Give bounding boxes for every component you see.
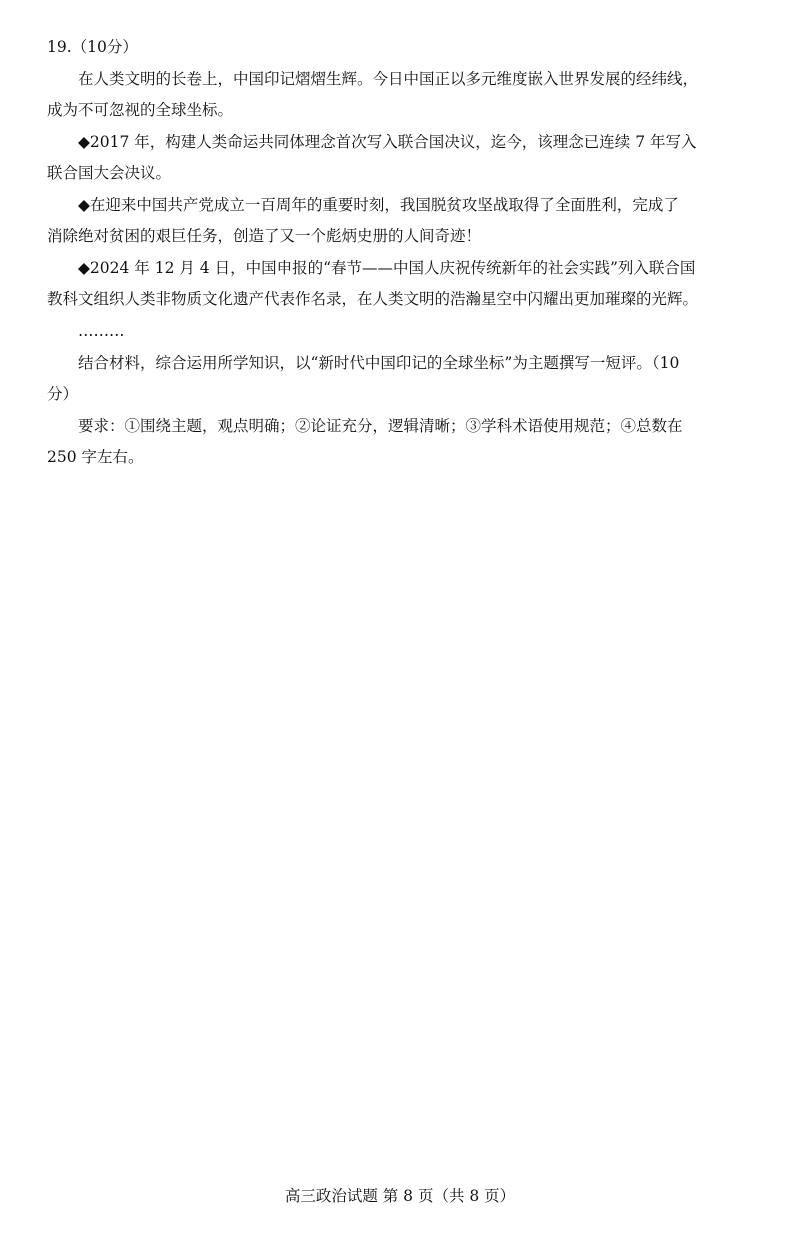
page-footer: 高三政治试题 第 8 页（共 8 页） xyxy=(284,1187,516,1205)
task-line: 结合材料，综合运用所学知识，以“新时代中国印记的全球坐标”为主题撰写一短评。（10 xyxy=(78,354,680,372)
bullet-paragraph xyxy=(47,195,762,246)
bullet-line: ◆2024 年 12 月 4 日，中国申报的“春节——中国人庆祝传统新年的社会实践”列入联合国 xyxy=(78,259,696,277)
requirements-paragraph xyxy=(47,416,762,467)
ellipsis: ……… xyxy=(78,322,125,340)
task-paragraph xyxy=(47,353,762,404)
ellipsis-paragraph xyxy=(47,321,762,341)
bullet-line: ◆2017 年，构建人类命运共同体理念首次写入联合国决议，迄今，该理念已连续 7 年写入 xyxy=(78,133,697,151)
requirements-line: 250 字左右。 xyxy=(47,448,144,466)
question-block xyxy=(47,37,762,479)
intro-paragraph xyxy=(47,69,762,120)
bullet-line: ◆在迎来中国共产党成立一百周年的重要时刻，我国脱贫攻坚战取得了全面胜利，完成了 xyxy=(78,196,679,214)
question-number: 19.（10分） xyxy=(47,38,138,56)
bullet-line: 联合国大会决议。 xyxy=(47,164,172,182)
requirements-line: 要求：①围绕主题，观点明确；②论证充分，逻辑清晰；③学科术语使用规范；④总数在 xyxy=(78,417,683,435)
intro-line: 成为不可忽视的全球坐标。 xyxy=(47,101,234,119)
intro-line: 在人类文明的长卷上，中国印记熠熠生辉。今日中国正以多元维度嵌入世界发展的经纬线， xyxy=(78,70,699,88)
bullet-paragraph xyxy=(47,258,762,309)
bullet-line: 消除绝对贫困的艰巨任务，创造了又一个彪炳史册的人间奇迹！ xyxy=(47,227,482,245)
bullet-line: 教科文组织人类非物质文化遗产代表作名录，在人类文明的浩瀚星空中闪耀出更加璀璨的光辉。 xyxy=(47,290,699,308)
bullet-paragraph xyxy=(47,132,762,183)
task-line: 分） xyxy=(47,385,79,403)
